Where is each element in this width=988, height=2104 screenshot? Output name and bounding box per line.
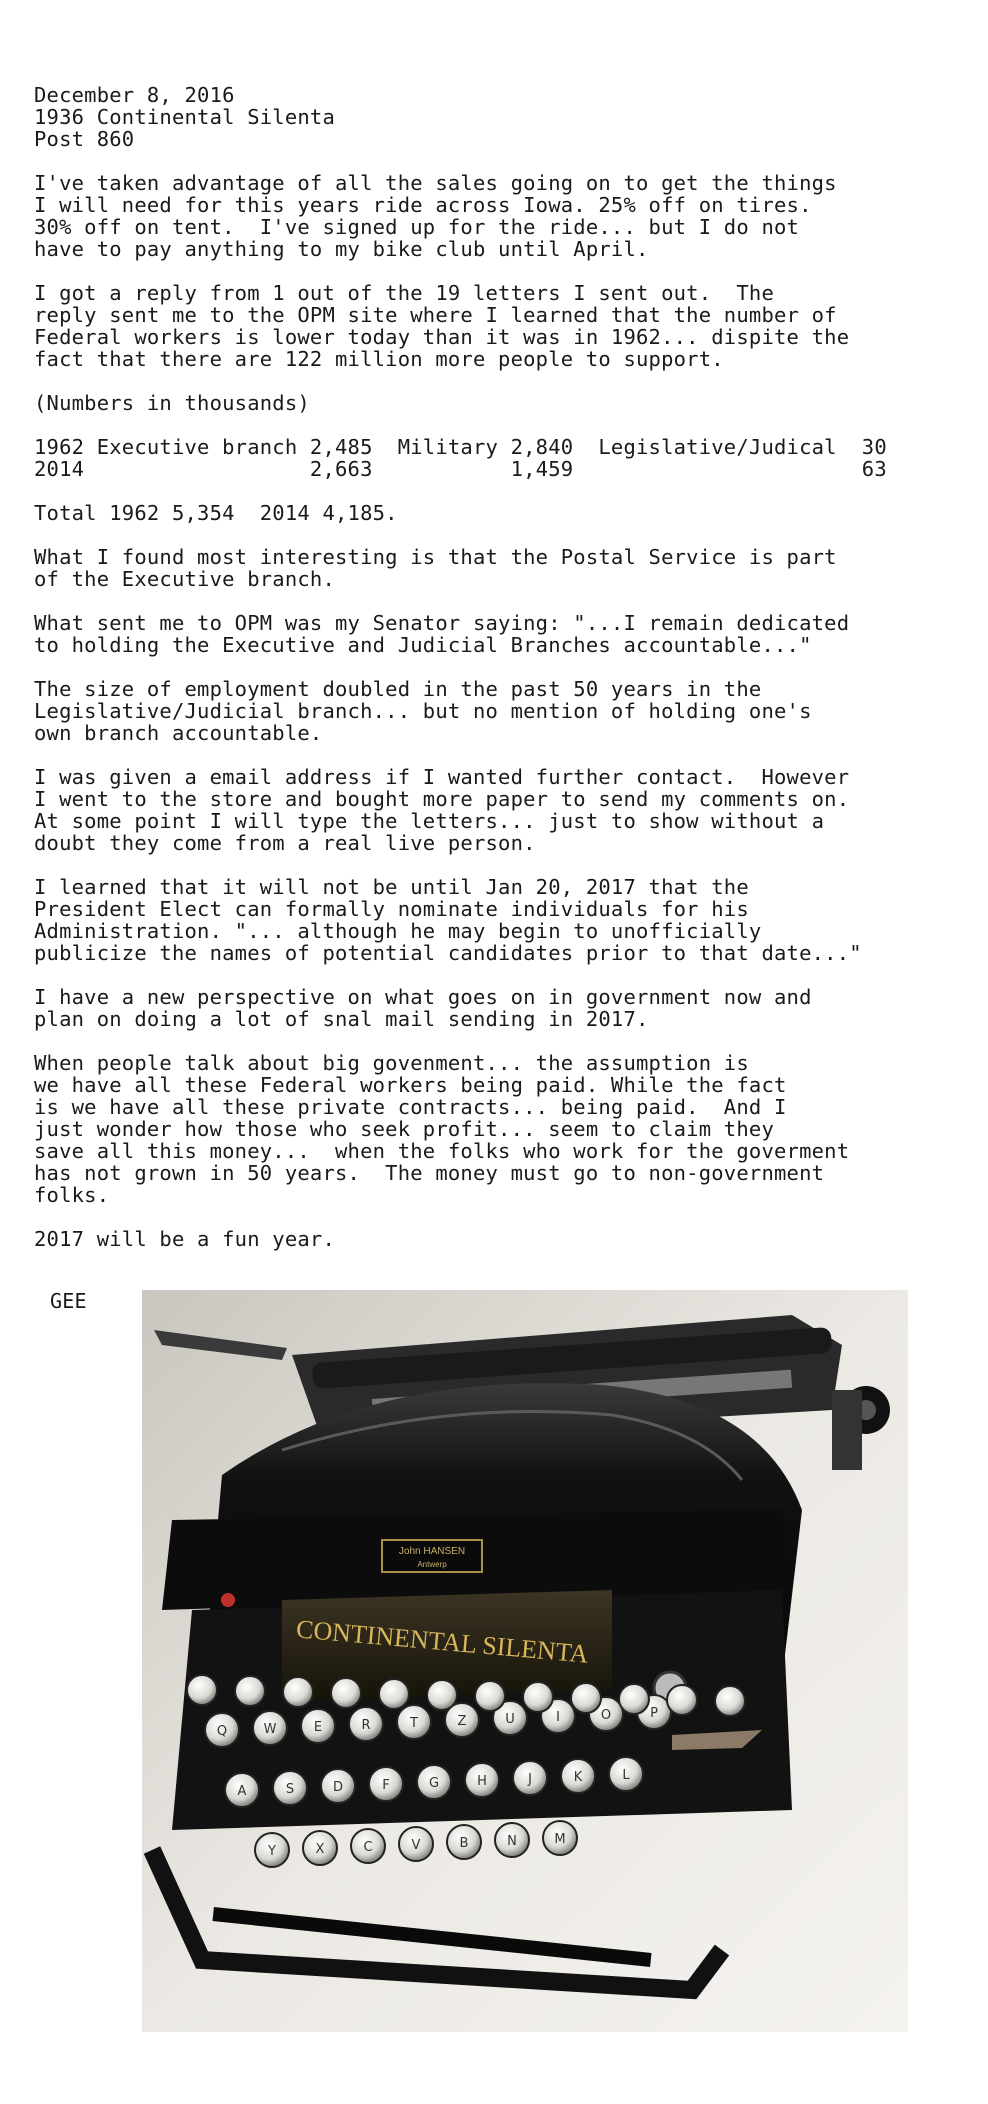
number-key: [235, 1676, 265, 1706]
text-line: has not grown in 50 years. The money must go to non-government: [34, 1161, 825, 1185]
post-number: Post 860: [34, 127, 135, 151]
number-key: [571, 1683, 601, 1713]
text-line: 2017 will be a fun year.: [34, 1227, 336, 1251]
text-line: What sent me to OPM was my Senator saying: "...I remain dedicated: [34, 611, 850, 635]
text-line: plan on doing a lot of snal mail sending in 2017.: [34, 1007, 649, 1031]
key-label: S: [285, 1782, 295, 1797]
number-key: [379, 1679, 409, 1709]
letter-body: [34, 84, 954, 1272]
letter-header: [34, 84, 954, 150]
text-line: When people talk about big govenment... the assumption is: [34, 1051, 749, 1075]
paragraph: [34, 1052, 954, 1206]
text-line: President Elect can formally nominate individuals for his: [34, 897, 749, 921]
text-line: of the Executive branch.: [34, 567, 336, 591]
text-line: Administration. "... although he may begin to unofficially: [34, 919, 762, 943]
key-label: Y: [268, 1844, 276, 1859]
text-line: Federal workers is lower today than it was in 1962... dispite the: [34, 325, 850, 349]
text-line: fact that there are 122 million more people to support.: [34, 347, 724, 371]
text-line: reply sent me to the OPM site where I learned that the number of: [34, 303, 837, 327]
number-key: [667, 1685, 697, 1715]
text-line: The size of employment doubled in the past 50 years in the: [34, 677, 762, 701]
text-line: 1962 Executive branch 2,485 Military 2,840 Legislative/Judical 30: [34, 435, 887, 459]
signature: GEE: [50, 1289, 87, 1313]
number-key: [187, 1675, 217, 1705]
text-line: is we have all these private contracts... being paid. And I: [34, 1095, 787, 1119]
text-line: I went to the store and bought more paper to send my comments on.: [34, 787, 850, 811]
key-label: F: [382, 1778, 390, 1793]
text-line: (Numbers in thousands): [34, 391, 310, 415]
text-line: 30% off on tent. I've signed up for the ride... but I do not: [34, 215, 800, 239]
key-label: X: [315, 1842, 325, 1857]
key-label: R: [361, 1718, 371, 1733]
text-line: we have all these Federal workers being paid. While the fact: [34, 1073, 787, 1097]
text-line: I will need for this years ride across Iowa. 25% off on tires.: [34, 193, 812, 217]
key-label: E: [313, 1720, 323, 1735]
typewriter-photo: [142, 1290, 908, 2032]
text-line: I learned that it will not be until Jan 20, 2017 that the: [34, 875, 749, 899]
text-line: I was given a email address if I wanted further contact. However: [34, 765, 850, 789]
key-label: L: [622, 1768, 630, 1783]
number-key: [427, 1680, 457, 1710]
text-line: just wonder how those who seek profit... seem to claim they: [34, 1117, 774, 1141]
paragraph: [34, 876, 954, 964]
key-label: Z: [457, 1714, 467, 1729]
text-line: own branch accountable.: [34, 721, 323, 745]
key-label: V: [411, 1838, 421, 1853]
key-label: A: [237, 1784, 247, 1799]
key-label: C: [363, 1840, 373, 1855]
paragraph: [34, 436, 954, 480]
key-label: O: [600, 1708, 612, 1723]
key-label: W: [263, 1722, 277, 1737]
paragraph: [34, 766, 954, 854]
number-key: [331, 1678, 361, 1708]
key-label: H: [477, 1774, 487, 1789]
number-key: [475, 1681, 505, 1711]
key-label: P: [650, 1706, 658, 1721]
text-line: Total 1962 5,354 2014 4,185.: [34, 501, 398, 525]
maker-city: Antwerp: [417, 1560, 447, 1569]
key-label: Q: [216, 1724, 228, 1739]
text-line: 2014 2,663 1,459 63: [34, 457, 887, 481]
number-key: [619, 1684, 649, 1714]
text-line: folks.: [34, 1183, 110, 1207]
text-line: I've taken advantage of all the sales going on to get the things: [34, 171, 837, 195]
key-label: N: [507, 1834, 517, 1849]
key-label: D: [332, 1780, 344, 1795]
text-line: At some point I will type the letters... just to show without a: [34, 809, 825, 833]
number-key: [523, 1682, 553, 1712]
key-label: M: [554, 1832, 566, 1847]
paragraph: [34, 502, 954, 524]
text-line: have to pay anything to my bike club until April.: [34, 237, 649, 261]
key-label: U: [505, 1712, 515, 1727]
text-line: I got a reply from 1 out of the 19 letters I sent out. The: [34, 281, 774, 305]
date-line: December 8, 2016: [34, 83, 235, 107]
text-line: publicize the names of potential candidates prior to that date...": [34, 941, 862, 965]
maker-plate: John HANSEN: [398, 1546, 466, 1557]
number-key: [715, 1686, 745, 1716]
text-line: What I found most interesting is that the Postal Service is part: [34, 545, 837, 569]
text-line: save all this money... when the folks who work for the goverment: [34, 1139, 850, 1163]
text-line: Legislative/Judicial branch... but no mention of holding one's: [34, 699, 812, 723]
paragraph: [34, 546, 954, 590]
paragraph: [34, 986, 954, 1030]
key-label: T: [410, 1716, 418, 1731]
nameplate-text: CONTINENTAL SILENTA: [295, 1614, 590, 1669]
paragraph: [34, 612, 954, 656]
key-label: I: [556, 1710, 560, 1725]
key-label: B: [459, 1836, 469, 1851]
text-line: doubt they come from a real live person.: [34, 831, 536, 855]
key-label: K: [573, 1770, 583, 1785]
paragraph: [34, 678, 954, 744]
paragraph: [34, 1228, 954, 1250]
key-label: J: [528, 1772, 532, 1787]
paragraph: [34, 282, 954, 370]
text-line: I have a new perspective on what goes on in government now and: [34, 985, 812, 1009]
key-label: G: [428, 1776, 440, 1791]
number-key: [283, 1677, 313, 1707]
paragraph: [34, 392, 954, 414]
paragraph: [34, 172, 954, 260]
text-line: to holding the Executive and Judicial Branches accountable...": [34, 633, 812, 657]
typewriter-line: 1936 Continental Silenta: [34, 105, 336, 129]
